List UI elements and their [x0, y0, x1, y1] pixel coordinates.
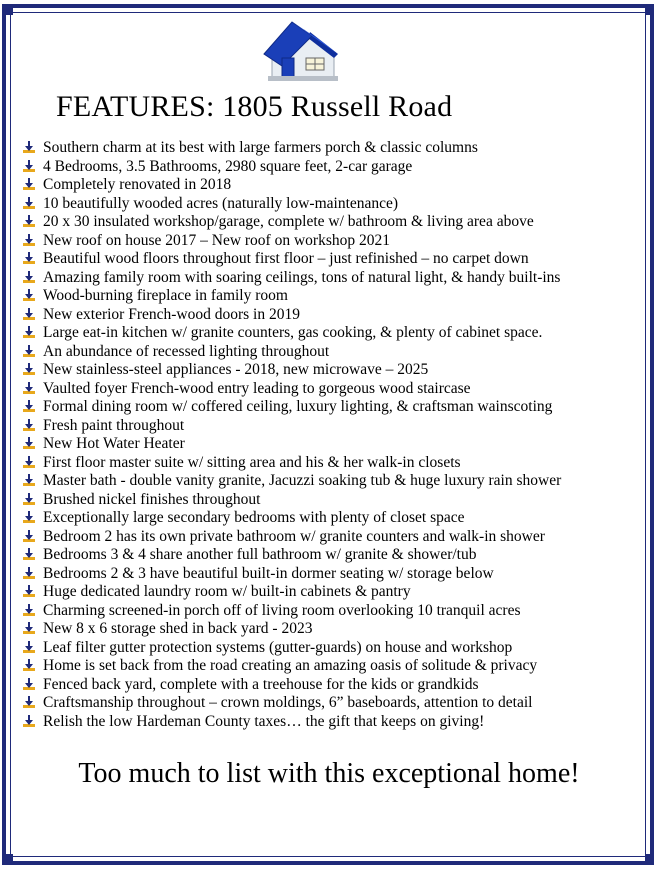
arrow-down-bullet-icon — [22, 456, 36, 470]
arrow-down-bullet-icon — [22, 141, 36, 155]
feature-text: Vaulted foyer French-wood entry leading to gorgeous wood staircase — [43, 379, 471, 397]
feature-item — [20, 269, 636, 288]
arrow-down-bullet-icon — [22, 400, 36, 414]
arrow-down-bullet-icon — [22, 437, 36, 451]
feature-text: Brushed nickel finishes throughout — [43, 490, 261, 508]
feature-text: 4 Bedrooms, 3.5 Bathrooms, 2980 square feet, 2-car garage — [43, 157, 413, 175]
feature-text: Formal dining room w/ coffered ceiling, luxury lighting, & craftsman wainscoting — [43, 398, 553, 415]
feature-text: 20 x 30 insulated workshop/garage, complete w/ bathroom & living area above — [43, 213, 534, 230]
feature-text: Large eat-in kitchen w/ granite counters, gas cooking, & plenty of cabinet space. — [43, 324, 543, 341]
house-icon — [262, 18, 340, 84]
feature-item — [20, 546, 636, 565]
feature-item — [20, 250, 636, 269]
feature-item — [20, 398, 636, 417]
arrow-down-bullet-icon — [22, 271, 36, 285]
feature-item — [20, 657, 636, 676]
arrow-down-bullet-icon — [22, 382, 36, 396]
arrow-down-bullet-icon — [22, 678, 36, 692]
feature-text: Home is set back from the road creating an amazing oasis of solitude & privacy — [43, 657, 538, 674]
feature-item — [20, 639, 636, 658]
arrow-down-bullet-icon — [22, 289, 36, 303]
feature-text: Wood-burning fireplace in family room — [43, 287, 288, 304]
feature-text: Huge dedicated laundry room w/ built-in cabinets & pantry — [43, 583, 411, 600]
arrow-down-bullet-icon — [22, 215, 36, 229]
border-corner-bottom-right — [645, 854, 654, 863]
feature-item — [20, 713, 636, 732]
arrow-down-bullet-icon — [22, 234, 36, 248]
arrow-down-bullet-icon — [22, 641, 36, 655]
feature-item — [20, 676, 636, 695]
feature-item — [20, 232, 636, 251]
arrow-down-bullet-icon — [22, 419, 36, 433]
feature-text: Amazing family room with soaring ceilings, tons of natural light, & handy built-ins — [43, 268, 561, 286]
feature-item — [20, 343, 636, 362]
arrow-down-bullet-icon — [22, 326, 36, 340]
feature-text: Relish the low Hardeman County taxes… the gift that keeps on giving! — [43, 712, 485, 730]
feature-item — [20, 620, 636, 639]
feature-text: Bedrooms 3 & 4 share another full bathroom w/ granite & shower/tub — [43, 546, 477, 563]
feature-item — [20, 602, 636, 621]
arrow-down-bullet-icon — [22, 567, 36, 581]
feature-item — [20, 472, 636, 491]
feature-item — [20, 139, 636, 158]
arrow-down-bullet-icon — [22, 585, 36, 599]
arrow-down-bullet-icon — [22, 252, 36, 266]
arrow-down-bullet-icon — [22, 548, 36, 562]
arrow-down-bullet-icon — [22, 530, 36, 544]
arrow-down-bullet-icon — [22, 696, 36, 710]
feature-item — [20, 491, 636, 510]
feature-text: Southern charm at its best with large farmers porch & classic columns — [43, 139, 478, 156]
feature-text: Bedrooms 2 & 3 have beautiful built-in dormer seating w/ storage below — [43, 564, 494, 582]
feature-item — [20, 213, 636, 232]
feature-item — [20, 509, 636, 528]
feature-text: Master bath - double vanity granite, Jacuzzi soaking tub & huge luxury rain shower — [43, 472, 562, 489]
arrow-down-bullet-icon — [22, 604, 36, 618]
feature-text: First floor master suite w/ sitting area and his & her walk-in closets — [43, 453, 461, 471]
feature-text: New Hot Water Heater — [43, 435, 185, 452]
feature-item — [20, 454, 636, 473]
feature-text: New exterior French-wood doors in 2019 — [43, 305, 300, 323]
arrow-down-bullet-icon — [22, 511, 36, 525]
arrow-down-bullet-icon — [22, 474, 36, 488]
feature-text: An abundance of recessed lighting throughout — [43, 342, 330, 360]
border-corner-top-right — [645, 6, 654, 15]
page-title: FEATURES: 1805 Russell Road — [56, 90, 453, 123]
feature-text: Exceptionally large secondary bedrooms with plenty of closet space — [43, 509, 465, 526]
features-list — [20, 139, 636, 731]
feature-text: Fresh paint throughout — [43, 416, 185, 434]
feature-text: New stainless-steel appliances - 2018, new microwave – 2025 — [43, 361, 429, 378]
border-corner-top-left — [4, 6, 13, 15]
feature-item — [20, 361, 636, 380]
feature-text: New 8 x 6 storage shed in back yard - 2023 — [43, 620, 313, 637]
feature-text: New roof on house 2017 – New roof on workshop 2021 — [43, 231, 390, 249]
feature-text: Craftsmanship throughout – crown moldings, 6” baseboards, attention to detail — [43, 694, 533, 711]
feature-item — [20, 435, 636, 454]
feature-item — [20, 380, 636, 399]
feature-item — [20, 195, 636, 214]
feature-item — [20, 287, 636, 306]
feature-text: Completely renovated in 2018 — [43, 176, 232, 193]
arrow-down-bullet-icon — [22, 197, 36, 211]
arrow-down-bullet-icon — [22, 345, 36, 359]
arrow-down-bullet-icon — [22, 622, 36, 636]
feature-text: Fenced back yard, complete with a treehouse for the kids or grandkids — [43, 675, 479, 693]
arrow-down-bullet-icon — [22, 715, 36, 729]
feature-text: 10 beautifully wooded acres (naturally low-maintenance) — [43, 194, 399, 212]
feature-text: Leaf filter gutter protection systems (gutter-guards) on house and workshop — [43, 638, 513, 656]
feature-item — [20, 306, 636, 325]
feature-text: Charming screened-in porch off of living room overlooking 10 tranquil acres — [43, 601, 521, 619]
footer-tagline: Too much to list with this exceptional home! — [78, 758, 580, 789]
feature-item — [20, 324, 636, 343]
arrow-down-bullet-icon — [22, 493, 36, 507]
feature-item — [20, 528, 636, 547]
arrow-down-bullet-icon — [22, 659, 36, 673]
arrow-down-bullet-icon — [22, 160, 36, 174]
feature-text: Bedroom 2 has its own private bathroom w/ granite counters and walk-in shower — [43, 527, 545, 545]
feature-text: Beautiful wood floors throughout first floor – just refinished – no carpet down — [43, 250, 529, 267]
arrow-down-bullet-icon — [22, 308, 36, 322]
arrow-down-bullet-icon — [22, 178, 36, 192]
feature-item — [20, 565, 636, 584]
feature-item — [20, 583, 636, 602]
border-corner-bottom-left — [4, 854, 13, 863]
arrow-down-bullet-icon — [22, 363, 36, 377]
feature-item — [20, 694, 636, 713]
feature-item — [20, 176, 636, 195]
feature-item — [20, 158, 636, 177]
feature-item — [20, 417, 636, 436]
